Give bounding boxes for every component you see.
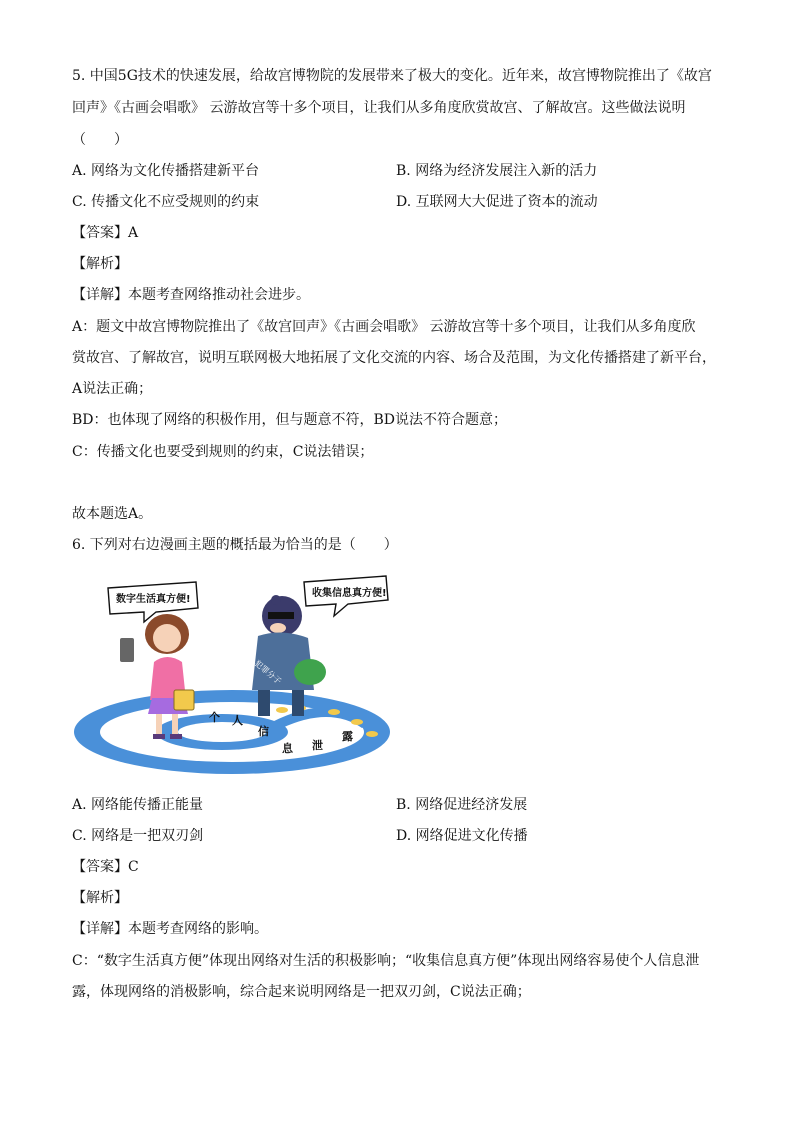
q5-explain-a-line-2: 赏故宫、了解故宫，说明互联网极大地拓展了文化交流的内容、场合及范围，为文化传播搭建了新平台， — [72, 350, 716, 366]
leak-char-2: 人 — [232, 714, 243, 727]
speech-bubble-right — [304, 576, 388, 616]
q5-explain-a-line-1: A：题文中故宫博物院推出了《故宫回声》《古画会唱歌》 云游故宫等十多个项目，让我们从多角度欣 — [72, 319, 696, 335]
q5-explain-c: C：传播文化也要受到规则的约束，C说法错误； — [72, 444, 374, 460]
q5-stem-line-3: （ ） — [72, 132, 128, 148]
speech-bubble-left — [108, 582, 198, 622]
q5-explain-bd: BD：也体现了网络的积极作用，但与题意不符，BD说法不符合题意； — [72, 412, 508, 428]
leak-char-6: 露 — [342, 730, 353, 743]
q6-option-b: B. 网络促进经济发展 — [396, 797, 528, 813]
q6-explain-line-2: 露，体现网络的消极影响，综合起来说明网络是一把双刃剑，C说法正确； — [72, 984, 531, 1000]
q5-option-b: B. 网络为经济发展注入新的活力 — [396, 163, 598, 179]
q5-detail: 【详解】本题考查网络推动社会进步。 — [72, 287, 310, 303]
q5-answer: 【答案】A — [72, 225, 139, 241]
q6-detail: 【详解】本题考查网络的影响。 — [72, 921, 268, 937]
q5-analysis-label: 【解析】 — [72, 256, 128, 272]
q5-explain-a-line-3: A说法正确； — [72, 381, 153, 397]
leak-char-5: 泄 — [312, 739, 323, 752]
leak-char-4: 息 — [282, 742, 293, 755]
bubble-left-text: 数字生活真方便! — [116, 594, 191, 605]
q5-conclusion: 故本题选A。 — [72, 506, 153, 522]
q6-stem: 6. 下列对右边漫画主题的概括最为恰当的是（ ） — [72, 537, 398, 553]
q6-analysis-label: 【解析】 — [72, 890, 128, 906]
q6-option-a: A. 网络能传播正能量 — [72, 797, 204, 813]
bubble-right-text: 收集信息真方便! — [312, 588, 387, 599]
leak-char-3: 信 — [258, 725, 269, 738]
q5-stem-line-2: 回声》《古画会唱歌》 云游故宫等十多个项目，让我们从多角度欣赏故宫、了解故宫。这些做法说明 — [72, 100, 686, 116]
money-bag-icon — [294, 659, 326, 685]
q6-answer: 【答案】C — [72, 859, 139, 875]
q5-option-c: C. 传播文化不应受规则的约束 — [72, 194, 260, 210]
cartoon-illustration — [72, 572, 392, 778]
q6-option-c: C. 网络是一把双刃剑 — [72, 828, 204, 844]
thief-label: 犯罪分子 — [252, 658, 284, 687]
q6-option-d: D. 网络促进文化传播 — [396, 828, 528, 844]
q5-option-d: D. 互联网大大促进了资本的流动 — [396, 194, 598, 210]
phone-icon — [120, 638, 134, 662]
q5-option-a: A. 网络为文化传播搭建新平台 — [72, 163, 260, 179]
q5-stem-line-1: 5. 中国5G技术的快速发展，给故宫博物院的发展带来了极大的变化。近年来，故宫博物院推出了《故宫 — [72, 68, 712, 84]
leak-char-1: 个 — [209, 711, 220, 724]
q6-explain-line-1: C：“数字生活真方便”体现出网络对生活的积极影响；“收集信息真方便”体现出网络容易使个人信息泄 — [72, 953, 700, 969]
